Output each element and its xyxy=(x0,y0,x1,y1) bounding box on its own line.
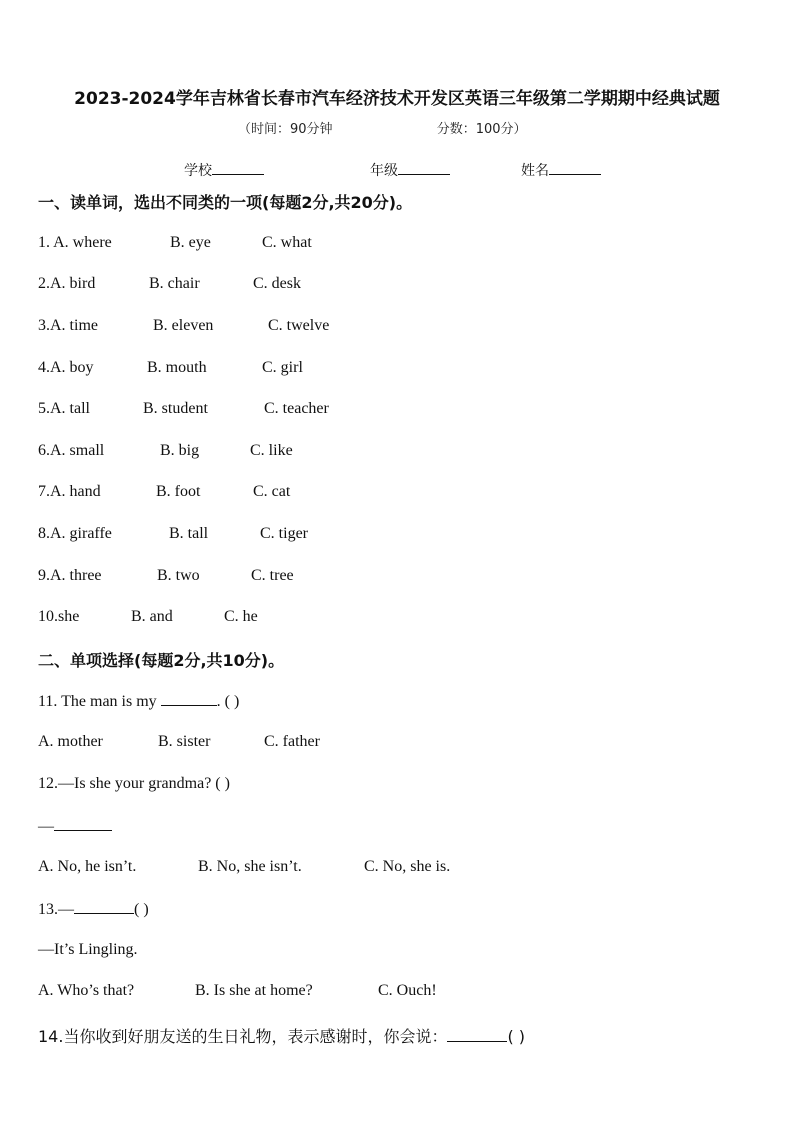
question-14 xyxy=(38,1024,525,1047)
answer-blank[interactable] xyxy=(161,691,217,706)
option-a: 6.A. small xyxy=(38,442,105,459)
option-c: C. cat xyxy=(253,483,291,500)
option-c: C. desk xyxy=(253,275,301,292)
option-c: C. girl xyxy=(262,359,303,376)
school-field xyxy=(184,160,264,180)
option-a: 5.A. tall xyxy=(38,400,90,417)
option-b: B. chair xyxy=(149,275,200,292)
total-score: 分数：100分） xyxy=(436,122,527,137)
option-c: C. what xyxy=(262,234,312,251)
answer-paren: . ( ) xyxy=(216,693,240,710)
option-b: B. tall xyxy=(169,525,209,542)
question-9 xyxy=(38,567,102,585)
option-a: 9.A. three xyxy=(38,567,102,584)
option-c: C. Ouch! xyxy=(378,982,437,999)
option-b: B. student xyxy=(143,400,208,417)
question-6 xyxy=(38,442,104,460)
option-a: 2.A. bird xyxy=(38,275,96,292)
school-blank[interactable] xyxy=(212,160,264,175)
question-11 xyxy=(38,691,239,711)
option-a: 3.A. time xyxy=(38,317,98,334)
answer-paren: ( ) xyxy=(507,1027,526,1046)
question-10 xyxy=(38,608,79,626)
option-a: 7.A. hand xyxy=(38,483,101,500)
question-stem: 11. The man is my xyxy=(38,693,157,710)
option-c: C. he xyxy=(224,608,258,625)
name-field xyxy=(521,160,601,180)
answer-blank[interactable] xyxy=(54,816,112,831)
section-1-heading: 一、读单词，选出不同类的一项(每题2分,共20分)。 xyxy=(38,193,413,212)
grade-label: 年级 xyxy=(370,163,398,179)
option-a: 10.she xyxy=(38,608,80,625)
school-label: 学校 xyxy=(184,163,212,179)
grade-field xyxy=(370,160,450,180)
section-2-heading: 二、单项选择(每题2分,共10分)。 xyxy=(38,651,285,670)
option-c: C. tree xyxy=(251,567,294,584)
exam-info xyxy=(238,118,527,137)
time-limit: （时间：90分钟 xyxy=(238,122,333,137)
answer-blank[interactable] xyxy=(447,1027,507,1042)
option-a: A. Who’s that? xyxy=(38,982,135,999)
option-b: B. eye xyxy=(170,234,211,251)
option-b: B. big xyxy=(160,442,200,459)
option-c: C. like xyxy=(250,442,293,459)
question-3 xyxy=(38,317,98,335)
question-13 xyxy=(38,899,149,919)
question-7 xyxy=(38,483,101,501)
option-c: C. No, she is. xyxy=(364,858,451,875)
answer-paren: ( ) xyxy=(134,901,149,918)
option-b: B. two xyxy=(157,567,200,584)
answer-blank[interactable] xyxy=(74,899,134,914)
option-b: B. Is she at home? xyxy=(195,982,313,999)
option-a: A. No, he isn’t. xyxy=(38,858,137,875)
question-12 xyxy=(38,775,230,793)
option-a: 8.A. giraffe xyxy=(38,525,112,542)
option-a: 1. A. where xyxy=(38,234,112,251)
question-5 xyxy=(38,400,90,418)
page-title: 2023-2024学年吉林省长春市汽车经济技术开发区英语三年级第二学期期中经典试题 xyxy=(74,89,720,109)
question-stem: 12.—Is she your grandma? ( ) xyxy=(38,775,230,792)
option-b: B. eleven xyxy=(153,317,214,334)
question-stem: 13.— xyxy=(38,901,74,918)
question-13-reply: —It’s Lingling. xyxy=(38,941,138,958)
grade-blank[interactable] xyxy=(398,160,450,175)
option-c: C. father xyxy=(264,733,320,750)
option-c: C. teacher xyxy=(264,400,329,417)
option-c: C. tiger xyxy=(260,525,308,542)
option-a: 4.A. boy xyxy=(38,359,94,376)
question-4 xyxy=(38,359,94,377)
option-b: B. and xyxy=(131,608,173,625)
name-label: 姓名 xyxy=(521,163,549,179)
name-blank[interactable] xyxy=(549,160,601,175)
option-b: B. No, she isn’t. xyxy=(198,858,302,875)
option-c: C. twelve xyxy=(268,317,330,334)
option-b: B. foot xyxy=(156,483,201,500)
option-b: B. mouth xyxy=(147,359,207,376)
question-2 xyxy=(38,275,95,293)
question-12-reply xyxy=(38,816,112,836)
reply-dash: — xyxy=(38,818,54,835)
question-stem: 14.当你收到好朋友送的生日礼物，表示感谢时，你会说： xyxy=(38,1027,448,1046)
question-1 xyxy=(38,234,112,252)
option-b: B. sister xyxy=(158,733,211,750)
question-8 xyxy=(38,525,112,543)
option-a: A. mother xyxy=(38,733,103,750)
